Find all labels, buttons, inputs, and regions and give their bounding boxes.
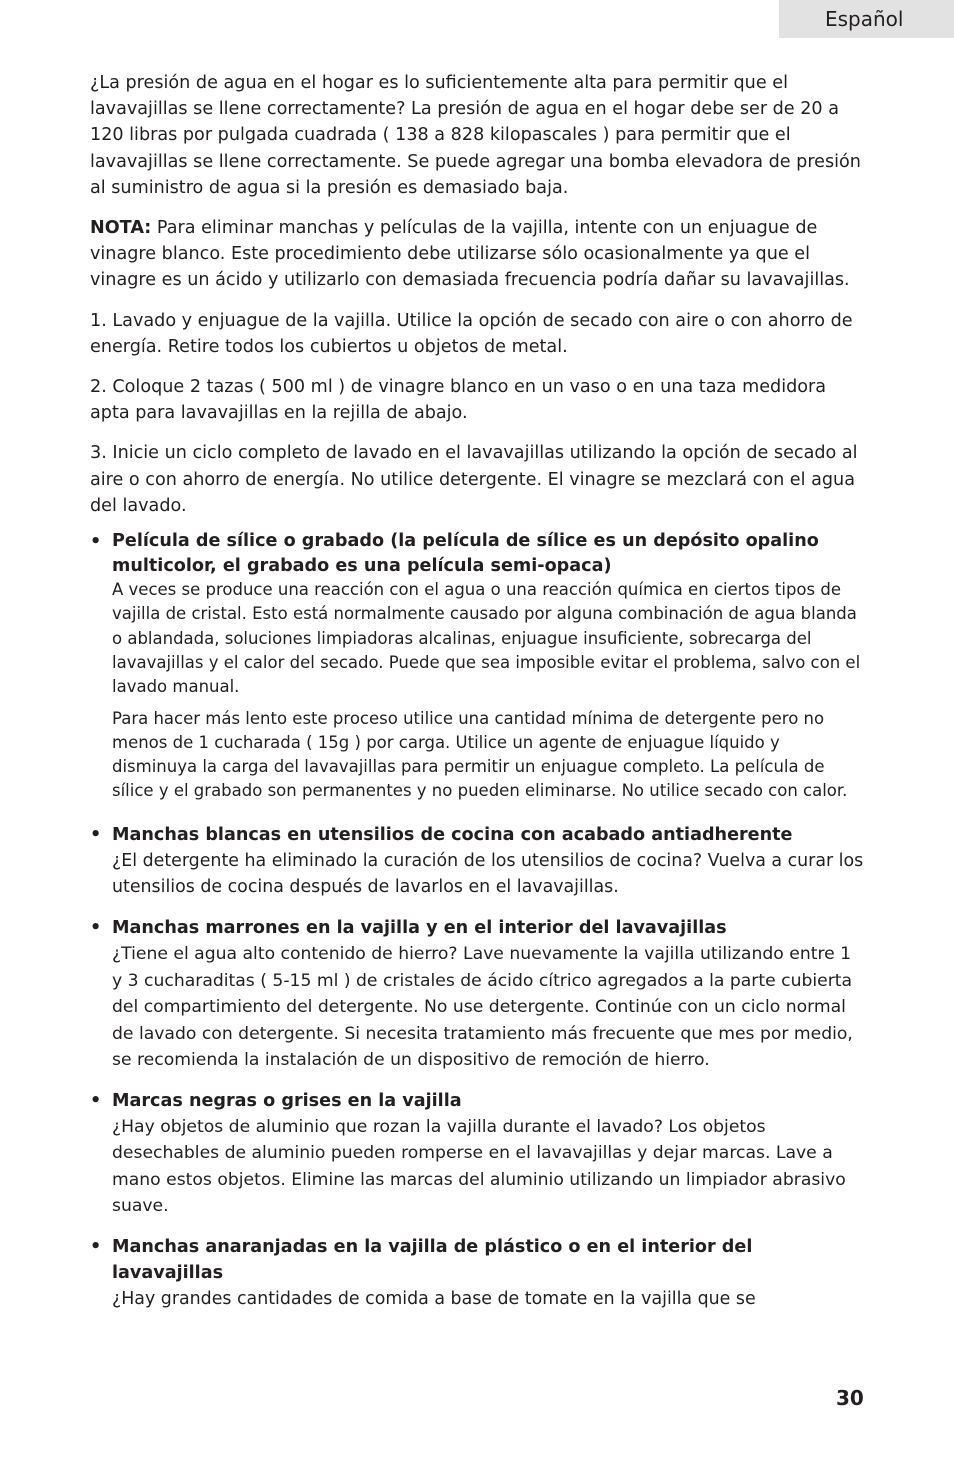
bullet-body: ¿Hay grandes cantidades de comida a base de tomate en la vajilla que se [112,1289,756,1310]
step-2: 2. Coloque 2 tazas ( 500 ml ) de vinagre blanco en un vaso o en una taza medidora apta para lavavajillas en la rejilla de abajo. [90,377,827,424]
language-label: Español [825,7,904,31]
page-number: 30 [836,1386,864,1410]
bullet-orange-stains [90,1234,866,1313]
bullet-brown-stains [90,915,866,1074]
bullet-marker: • [90,1236,102,1257]
intro-paragraph: ¿La presión de agua en el hogar es lo suficientemente alta para permitir que el lavavajillas se llene correctamente? La presión de agua en el hogar debe ser de 20 a 120 libras por pulgada cuadrada ( 138 a 828 kilopascales ) para permitir que el lavavajillas se llene correctamente. Se puede agregar una bomba elevadora de presión al suministro de agua si la presión es demasiado baja. [90,73,861,198]
bullet-body: Para hacer más lento este proceso utilice una cantidad mínima de detergente pero no menos de 1 cucharada ( 15g ) por carga. Utilice un agente de enjuague líquido y disminuya la carga del lavavajillas para permitir un enjuague completo. La película de sílice y el grabado son permanentes y no pueden eliminarse. No utilice secado con calor. [112,708,848,801]
step-3: 3. Inicie un ciclo completo de lavado en el lavavajillas utilizando la opción de secado al aire o con ahorro de energía. No utilice detergente. El vinagre se mezclará con el agua del lavado. [90,443,858,516]
bullet-heading: Película de sílice o grabado (la película de sílice es un depósito opalino multicolor, el grabado es una película semi-opaca) [112,531,819,576]
bullet-body: A veces se produce una reacción con el agua o una reacción química en ciertos tipos de vajilla de cristal. Esto está normalmente causado por alguna combinación de agua blanda o ablandada, soluciones limpiadoras alcalinas, enjuague insuficiente, sobrecarga del lavavajillas y el calor del secado. Puede que sea imposible evitar el problema, salvo con el lavado manual. [112,580,861,697]
bullet-body: ¿Hay objetos de aluminio que rozan la vajilla durante el lavado? Los objetos desechables de aluminio pueden romperse en el lavavajillas y dejar marcas. Lave a mano estos objetos. Elimine las marcas del aluminio utilizando un limpiador abrasivo suave. [112,1116,846,1217]
bullet-marker: • [90,917,102,938]
bullet-heading: Manchas anaranjadas en la vajilla de plástico o en el interior del lavavajillas [112,1236,753,1284]
bullet-body: ¿Tiene el agua alto contenido de hierro? Lave nuevamente la vajilla utilizando entre 1 y 3 cucharaditas ( 5-15 ml ) de cristales de ácido cítrico agregados a la parte cubierta del compartimiento del detergente. No use detergente. Continúe con un ciclo normal de lavado con detergente. Si necesita tratamiento más frecuente que mes por medio, se recomienda la instalación de un dispositivo de remoción de hierro. [112,944,853,1071]
bullet-silica-film [90,529,866,804]
bullet-white-spots [90,822,866,901]
bullet-marker: • [90,824,102,845]
note-text: Para eliminar manchas y películas de la vajilla, intente con un enjuague de vinagre blanco. Este procedimiento debe utilizarse sólo ocasionalmente ya que el vinagre es un ácido y utilizarlo con demasiada frecuencia podría dañar su lavavajillas. [90,218,850,291]
bullet-heading: Manchas marrones en la vajilla y en el interior del lavavajillas [112,917,727,938]
note-paragraph [90,215,866,294]
bullet-body: ¿El detergente ha eliminado la curación de los utensilios de cocina? Vuelva a curar los utensilios de cocina después de lavarlos en el lavavajillas. [112,850,864,898]
note-label: NOTA: [90,218,152,239]
bullet-marker: • [90,532,102,553]
bullet-heading: Manchas blancas en utensilios de cocina con acabado antiadherente [112,824,793,845]
language-tab [779,0,954,38]
bullet-marker: • [90,1090,102,1111]
step-1: 1. Lavado y enjuague de la vajilla. Utilice la opción de secado con aire o con ahorro de energía. Retire todos los cubiertos u objetos de metal. [90,310,853,357]
bullet-black-gray-marks [90,1088,866,1220]
bullet-heading: Marcas negras o grises en la vajilla [112,1090,462,1111]
page-content [90,70,866,1313]
